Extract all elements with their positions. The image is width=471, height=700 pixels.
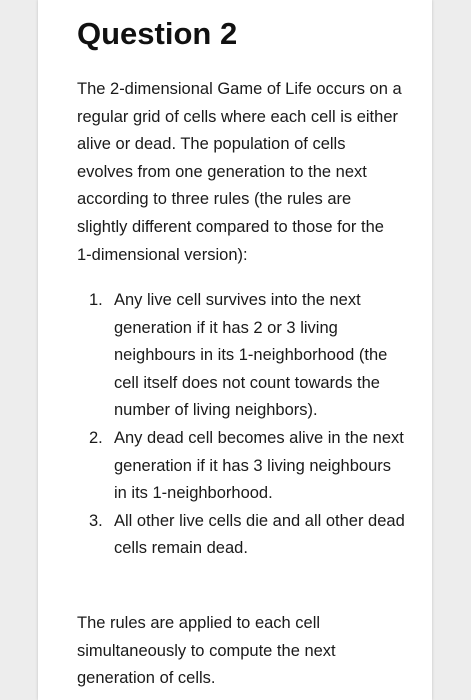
rule-item [77,287,407,425]
rule-item [77,425,407,508]
rule-text: All other live cells die and all other dead cells remain dead. [114,511,405,558]
question-title: Question 2 [77,16,238,51]
rule-item [77,508,407,563]
rule-text: Any live cell survives into the next generation if it has 2 or 3 living neighbours in its 1-neighborhood (the cell itself does not count towards the number of living neighbors). [114,291,388,420]
closing-paragraph: The rules are applied to each cell simultaneously to compute the next generation of cells. [77,614,336,688]
rule-text: Any dead cell becomes alive in the next generation if it has 3 living neighbours in its 1-neighborhood. [114,428,404,503]
rule-number: 3. [89,511,103,530]
rules-list [77,287,407,563]
question-page [38,0,432,700]
rule-number: 1. [89,291,103,309]
intro-paragraph: The 2-dimensional Game of Life occurs on a regular grid of cells where each cell is either alive or dead. The population of cells evolves from one generation to the next according to three rules (the rules are slightly different compared to those for the 1-dimensional version): [77,80,402,264]
rule-number: 2. [89,428,103,447]
